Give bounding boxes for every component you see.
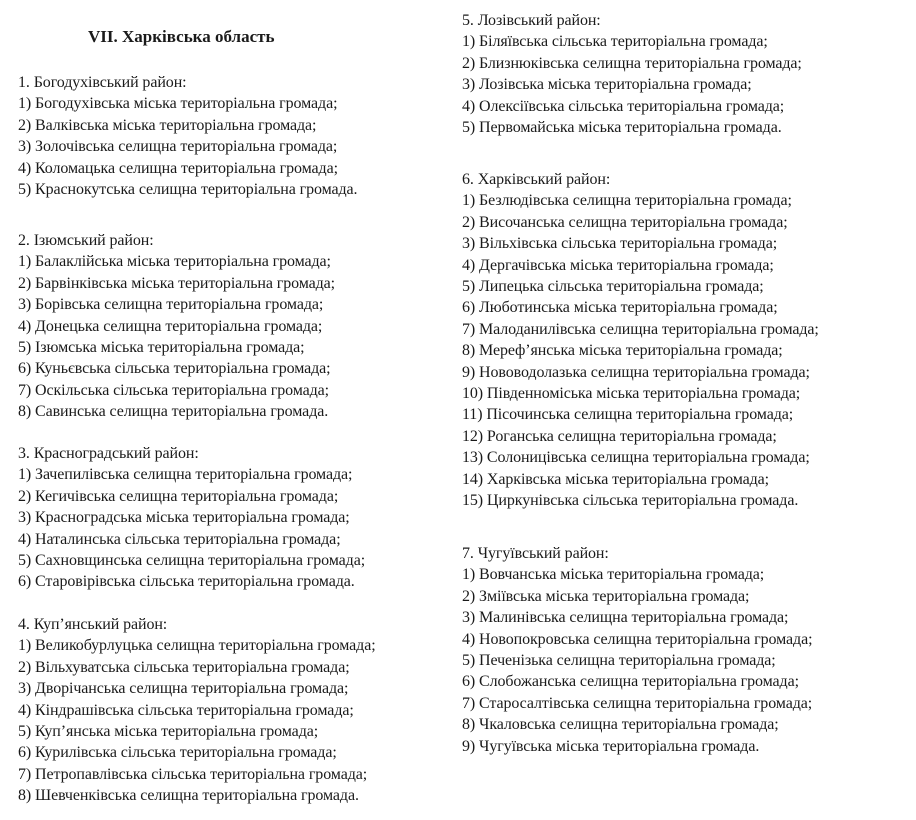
list-item: 3) Борівська селищна територіальна громада;: [18, 296, 324, 314]
list-item: 5) Краснокутська селищна територіальна громада.: [18, 181, 358, 199]
list-item: 6) Слобожанська селищна територіальна громада;: [462, 673, 799, 691]
district-heading: 5. Лозівський район:: [462, 12, 601, 29]
list-item: 11) Пісочинська селищна територіальна громада;: [462, 406, 794, 424]
list-item: 4) Донецька селищна територіальна громада;: [18, 317, 323, 335]
list-item: 1) Біляївська сільська територіальна громада;: [462, 33, 768, 51]
list-item: 4) Дергачівська міська територіальна громада;: [462, 256, 774, 274]
list-item: 3) Лозівська міська територіальна громада;: [462, 76, 752, 94]
district-heading: 7. Чугуївський район:: [462, 545, 609, 562]
list-item: 5) Ізюмська міська територіальна громада;: [18, 339, 305, 357]
list-item: 4) Коломацька селищна територіальна громада;: [18, 159, 338, 177]
list-item: 10) Південноміська міська територіальна громада;: [462, 385, 801, 403]
list-item: 4) Олексіївська сільська територіальна громада;: [462, 97, 785, 115]
list-item: 5) Сахновщинська селищна територіальна громада;: [18, 552, 366, 570]
list-item: 5) Липецька сільська територіальна громада;: [462, 278, 764, 296]
district-kharkiv: [462, 169, 819, 512]
list-item: 13) Солоницівська селищна територіальна громада;: [462, 449, 810, 467]
list-item: 9) Чугуївська міська територіальна громада.: [462, 737, 760, 755]
list-item: 3) Красноградська міська територіальна громада;: [18, 509, 350, 527]
district-heading: 4. Куп’янський район:: [18, 616, 168, 633]
district-kupiansk: [18, 614, 376, 807]
list-item: 6) Куньєвська сільська територіальна громада;: [18, 360, 331, 378]
list-item: 1) Балаклійська міська територіальна громада;: [18, 253, 331, 271]
list-item: 1) Вовчанська міська територіальна громада;: [462, 566, 765, 584]
list-item: 3) Золочівська селищна територіальна громада;: [18, 138, 338, 156]
list-item: 1) Зачепилівська селищна територіальна громада;: [18, 466, 353, 484]
list-item: 8) Чкаловська селищна територіальна громада;: [462, 716, 779, 734]
list-item: 3) Малинівська селищна територіальна громада;: [462, 609, 789, 627]
list-item: 15) Циркунівська сільська територіальна громада.: [462, 492, 799, 510]
district-krasnohrad: [18, 443, 365, 593]
list-item: 2) Зміївська міська територіальна громада;: [462, 587, 750, 605]
district-bohodukhiv: [18, 72, 357, 200]
list-item: 6) Люботинська міська територіальна громада;: [462, 299, 778, 317]
list-item: 4) Новопокровська селищна територіальна громада;: [462, 630, 813, 648]
list-item: 7) Малоданилівська селищна територіальна громада;: [462, 320, 819, 338]
list-item: 2) Кегичівська селищна територіальна громада;: [18, 487, 339, 505]
district-heading: 3. Красноградський район:: [18, 445, 199, 462]
list-item: 5) Первомайська міська територіальна громада.: [462, 119, 782, 137]
list-item: 14) Харківська міська територіальна громада;: [462, 470, 770, 488]
list-item: 4) Кіндрашівська сільська територіальна громада;: [18, 701, 354, 719]
district-izium: [18, 230, 335, 423]
district-heading: 1. Богодухівський район:: [18, 74, 187, 91]
list-item: 3) Вільхівська сільська територіальна громада;: [462, 235, 778, 253]
list-item: 5) Печенізька селищна територіальна громада;: [462, 652, 776, 670]
list-item: 4) Наталинська сільська територіальна громада;: [18, 530, 341, 548]
list-item: 8) Мереф’янська міська територіальна громада;: [462, 342, 783, 360]
list-item: 7) Оскільська сільська територіальна громада;: [18, 381, 330, 399]
list-item: 2) Вільхуватська сільська територіальна громада;: [18, 658, 350, 676]
list-item: 7) Старосалтівська селищна територіальна громада;: [462, 694, 813, 712]
list-item: 3) Дворічанська селищна територіальна громада;: [18, 680, 349, 698]
list-item: 9) Нововодолазька селищна територіальна громада;: [462, 363, 810, 381]
list-item: 6) Старовірівська сільська територіальна громада.: [18, 573, 355, 591]
list-item: 1) Великобурлуцька селищна територіальна громада;: [18, 637, 376, 655]
list-item: 2) Валківська міська територіальна громада;: [18, 116, 317, 134]
district-chuhuiv: [462, 543, 812, 757]
list-item: 2) Височанська селищна територіальна громада;: [462, 213, 788, 231]
list-item: 2) Барвінківська міська територіальна громада;: [18, 274, 336, 292]
list-item: 7) Петропавлівська сільська територіальна громада;: [18, 765, 368, 783]
list-item: 1) Богодухівська міська територіальна громада;: [18, 95, 338, 113]
list-item: 1) Безлюдівська селищна територіальна громада;: [462, 192, 792, 210]
list-item: 8) Савинська селищна територіальна громада.: [18, 403, 329, 421]
list-item: 6) Курилівська сільська територіальна громада;: [18, 744, 337, 762]
page-title: VII. Харківська область: [88, 27, 275, 46]
list-item: 2) Близнюківська селищна територіальна громада;: [462, 54, 802, 72]
district-heading: 2. Ізюмський район:: [18, 232, 154, 249]
district-heading: 6. Харківський район:: [462, 171, 611, 188]
list-item: 12) Роганська селищна територіальна громада;: [462, 427, 777, 445]
list-item: 8) Шевченківська селищна територіальна громада.: [18, 787, 359, 805]
district-lozova: [462, 10, 802, 138]
list-item: 5) Куп’янська міська територіальна громада;: [18, 723, 319, 741]
